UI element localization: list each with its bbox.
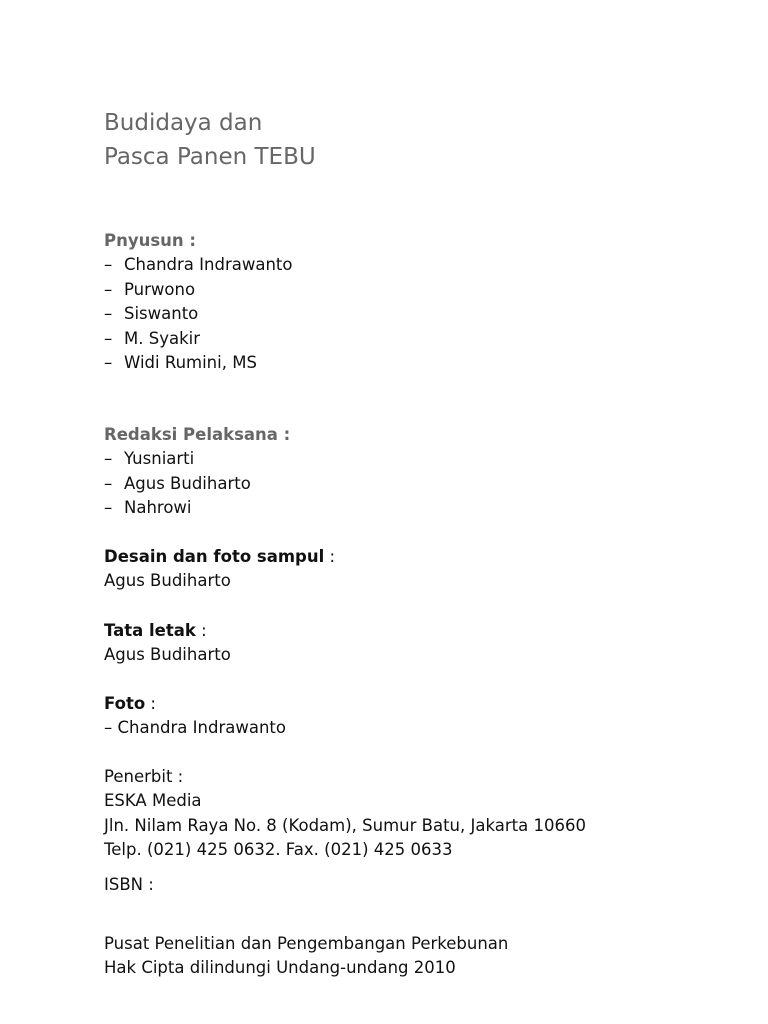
penerbit-phone: Telp. (021) 425 0632. Fax. (021) 425 0633 <box>104 840 453 860</box>
foto-heading: Foto <box>104 694 146 713</box>
penyusun-item <box>104 278 292 302</box>
penyusun-section <box>104 229 292 375</box>
penyusun-item <box>104 302 292 326</box>
book-title-line-1: Budidaya dan <box>104 110 263 136</box>
penyusun-name: Widi Rumini, MS <box>124 353 257 373</box>
tata-letak-heading: Tata letak <box>104 621 196 640</box>
foto-heading-line <box>104 692 286 716</box>
isbn-section <box>104 873 154 897</box>
redaksi-section <box>104 423 290 521</box>
isbn-label: ISBN : <box>104 875 154 894</box>
redaksi-item <box>104 447 290 471</box>
dash: – <box>104 353 113 373</box>
penyusun-name: Purwono <box>124 279 196 299</box>
tata-letak-section <box>104 619 231 668</box>
redaksi-name: Nahrowi <box>124 498 192 518</box>
tata-letak-value: Agus Budiharto <box>104 645 231 665</box>
dash: – <box>104 473 113 493</box>
book-title-line-2: Pasca Panen TEBU <box>104 144 316 170</box>
penyusun-name: M. Syakir <box>124 328 200 348</box>
redaksi-item <box>104 496 290 520</box>
copyright-notice: Hak Cipta dilindungi Undang-undang 2010 <box>104 958 456 978</box>
foto-colon: : <box>145 694 156 713</box>
penerbit-name: ESKA Media <box>104 791 202 811</box>
desain-value: Agus Budiharto <box>104 571 231 591</box>
tata-letak-heading-line <box>104 619 231 643</box>
redaksi-item <box>104 472 290 496</box>
dash: – <box>104 279 113 299</box>
foto-item <box>104 716 286 740</box>
penerbit-section <box>104 765 586 863</box>
institution-name: Pusat Penelitian dan Pengembangan Perkebunan <box>104 934 509 953</box>
redaksi-heading: Redaksi Pelaksana : <box>104 425 291 444</box>
penerbit-address: Jln. Nilam Raya No. 8 (Kodam), Sumur Batu, Jakarta 10660 <box>104 815 586 835</box>
book-title <box>104 106 316 174</box>
penyusun-item <box>104 327 292 351</box>
penyusun-name: Siswanto <box>124 304 199 324</box>
penyusun-name: Chandra Indrawanto <box>124 255 293 275</box>
desain-colon: : <box>324 547 336 566</box>
penerbit-heading: Penerbit : <box>104 767 184 786</box>
desain-heading-line <box>104 545 335 569</box>
penyusun-item <box>104 351 292 375</box>
redaksi-name: Agus Budiharto <box>124 473 251 493</box>
dash: – <box>104 328 113 348</box>
dash: – <box>104 449 113 469</box>
dash: – <box>104 255 113 275</box>
desain-section <box>104 545 335 594</box>
penyusun-item <box>104 253 292 277</box>
footer-section <box>104 932 508 981</box>
redaksi-name: Yusniarti <box>124 449 195 469</box>
foto-name: Chandra Indrawanto <box>117 718 286 738</box>
desain-heading: Desain dan foto sampul <box>104 547 325 566</box>
tata-letak-colon: : <box>195 621 207 640</box>
foto-section <box>104 692 286 741</box>
penyusun-heading: Pnyusun : <box>104 231 196 250</box>
dash: – <box>104 718 113 738</box>
dash: – <box>104 498 113 518</box>
dash: – <box>104 304 113 324</box>
